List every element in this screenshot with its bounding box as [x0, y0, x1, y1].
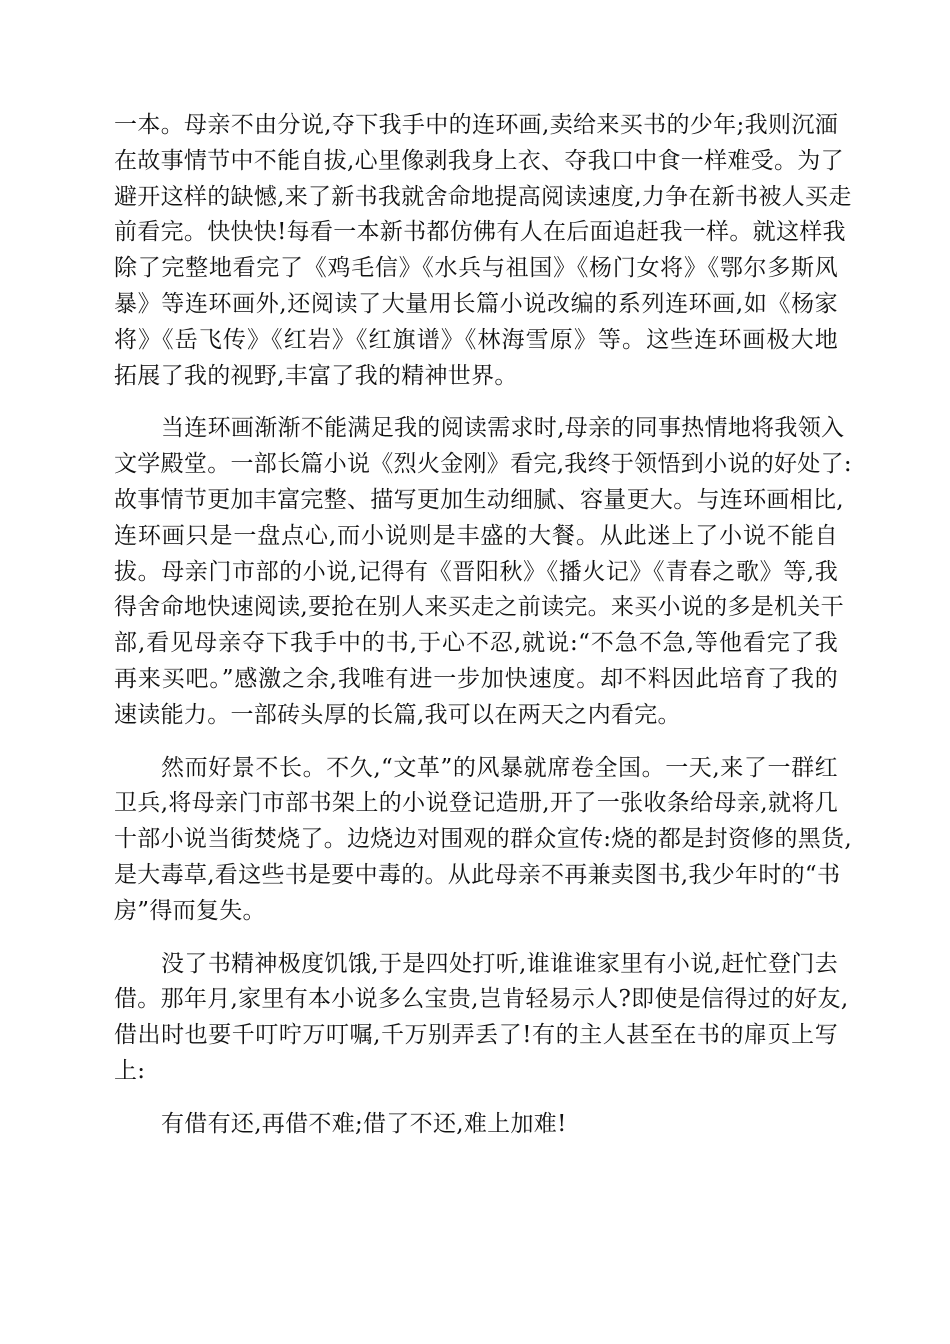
paragraph-1: [114, 108, 852, 394]
text-line: 没了书精神极度饥饿,于是四处打听,谁谁谁家里有小说,赶忙登门去: [161, 950, 838, 977]
text-line: 借出时也要千叮咛万叮嘱,千万别弄丢了!有的主人甚至在书的扉页上写: [114, 1022, 838, 1049]
text-line: 拓展了我的视野,丰富了我的精神世界。: [114, 362, 518, 389]
text-line: 当连环画渐渐不能满足我的阅读需求时,母亲的同事热情地将我领入: [161, 415, 845, 442]
text-line: 上:: [114, 1057, 146, 1084]
text-line: 有借有还,再借不难;借了不还,难上加难!: [161, 1110, 567, 1137]
text-line: 前看完。快快快!每看一本新书都仿佛有人在后面追赶我一样。就这样我: [114, 219, 846, 246]
paragraph-3: [114, 751, 852, 930]
text-line: 暴》等连环画外,还阅读了大量用长篇小说改编的系列连环画,如《杨家: [114, 290, 838, 317]
text-line: 速读能力。一部砖头厚的长篇,我可以在两天之内看完。: [114, 701, 681, 728]
text-line: 再来买吧。”感激之余,我唯有进一步加快速度。却不料因此培育了我的: [114, 665, 838, 692]
text-line: 文学殿堂。一部长篇小说《烈火金刚》看完,我终于领悟到小说的好处了:: [114, 451, 852, 478]
text-line: 除了完整地看完了《鸡毛信》《水兵与祖国》《杨门女将》《鄂尔多斯风: [114, 255, 838, 282]
paragraph-4: [114, 947, 849, 1090]
paragraph-gap: [114, 930, 838, 947]
paragraph-gap: [114, 394, 838, 411]
text-line: 一本。母亲不由分说,夺下我手中的连环画,卖给来买书的少年;我则沉湎: [114, 112, 838, 138]
text-line: 故事情节更加丰富完整、描写更加生动细腻、容量更大。与连环画相比,: [114, 486, 844, 513]
paragraph-2: [114, 411, 852, 733]
text-line: 部,看见母亲夺下我手中的书,于心不忍,就说:“不急不急,等他看完了我: [114, 630, 838, 657]
text-line: 将》《岳飞传》《红岩》《红旗谱》《林海雪原》等。这些连环画极大地: [114, 326, 838, 353]
paragraph-5: [114, 1107, 838, 1143]
document-body: [114, 108, 852, 1143]
text-line: 得舍命地快速阅读,要抢在别人来买走之前读完。来买小说的多是机关干: [114, 594, 844, 621]
text-line: 连环画只是一盘点心,而小说则是丰盛的大餐。从此迷上了小说不能自: [114, 522, 838, 549]
paragraph-gap: [114, 734, 838, 751]
text-line: 在故事情节中不能自拔,心里像剥我身上衣、夺我口中食一样难受。为了: [114, 147, 844, 174]
text-line: 卫兵,将母亲门市部书架上的小说登记造册,开了一张收条给母亲,就将几: [114, 790, 838, 817]
text-line: 避开这样的缺憾,来了新书我就舍命地提高阅读速度,力争在新书被人买走: [114, 183, 852, 210]
paragraph-gap: [114, 1090, 838, 1107]
text-line: 房”得而复失。: [114, 897, 266, 924]
text-line: 拔。母亲门市部的小说,记得有《晋阳秋》《播火记》《青春之歌》等,我: [114, 558, 838, 585]
text-line: 十部小说当街焚烧了。边烧边对围观的群众宣传:烧的都是封资修的黑货,: [114, 826, 852, 853]
text-line: 是大毒草,看这些书是要中毒的。从此母亲不再兼卖图书,我少年时的“书: [114, 861, 841, 888]
text-line: 借。那年月,家里有本小说多么宝贵,岂肯轻易示人?即使是信得过的好友,: [114, 986, 849, 1013]
text-line: 然而好景不长。不久,“文革”的风暴就席卷全国。一天,来了一群红: [161, 754, 838, 781]
